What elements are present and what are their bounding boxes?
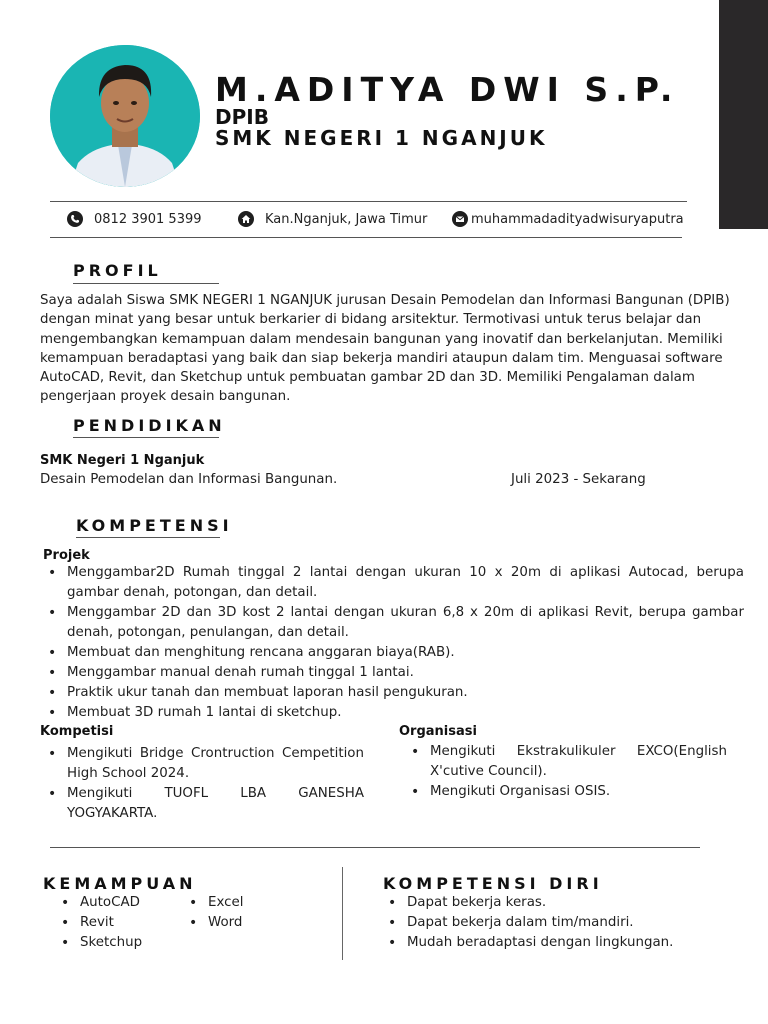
email-text: muhammadadityadwisuryaputra xyxy=(471,211,684,227)
list-item: • Mudah beradaptasi dengan lingkungan. xyxy=(380,933,740,953)
education-major: Desain Pemodelan dan Informasi Bangunan. xyxy=(40,472,338,487)
projek-list xyxy=(40,563,744,723)
list-item: • Menggambar 2D dan 3D kost 2 lantai dengan ukuran 6,8 x 20m di aplikasi Revit, berupa gambar denah, potongan, penulangan, dan detail. xyxy=(40,603,744,643)
kompetisi-label: Kompetisi xyxy=(40,724,114,739)
list-item: • Dapat bekerja dalam tim/mandiri. xyxy=(380,913,740,933)
profile-photo xyxy=(50,45,200,187)
kompetensi-heading-underline xyxy=(76,537,220,538)
kompetensi-diri-list xyxy=(380,893,740,953)
column-divider xyxy=(342,867,343,960)
projek-label: Projek xyxy=(43,548,90,563)
school-name: SMK NEGERI 1 NGANJUK xyxy=(215,126,548,150)
list-item: • AutoCAD xyxy=(53,893,183,913)
profil-heading-underline xyxy=(73,283,219,284)
list-item: • Mengikuti Organisasi OSIS. xyxy=(403,782,727,802)
phone-number: 0812 3901 5399 xyxy=(94,211,202,227)
profil-paragraph: Saya adalah Siswa SMK NEGERI 1 NGANJUK jurusan Desain Pemodelan dan Informasi Bangunan (DPIB) dengan minat yang besar untuk berkarier di bidang arsitektur. Termotivasi untuk terus belajar dan mengembangkan kemampuan dalam mendesain bangunan yang inovatif dan berkelanjutan. Memiliki kemampuan beradaptasi yang baik dan siap bekerja mandiri ataupun dalam tim. Menguasai software AutoCAD, Revit, dan Sketchup untuk pembuatan gambar 2D dan 3D. Memiliki Pengalaman dalam pengerjaan proyek desain bangunan. xyxy=(40,293,730,405)
contact-address xyxy=(238,211,427,227)
list-item: • Membuat dan menghitung rencana anggaran biaya(RAB). xyxy=(40,643,744,663)
contact-top-rule xyxy=(50,201,687,202)
kemampuan-heading: KEMAMPUAN xyxy=(43,874,197,893)
list-item: • Menggambar manual denah rumah tinggal 1 lantai. xyxy=(40,663,744,683)
list-item: • Membuat 3D rumah 1 lantai di sketchup. xyxy=(40,703,744,723)
kemampuan-list-1 xyxy=(53,893,183,953)
kompetisi-list xyxy=(40,744,364,824)
list-item: • Mengikuti Bridge Crontruction Cempetition High School 2024. xyxy=(40,744,364,784)
list-item: • Mengikuti Ekstrakulikuler EXCO(English X'cutive Council). xyxy=(403,742,727,782)
pendidikan-heading: PENDIDIKAN xyxy=(73,416,226,435)
home-icon xyxy=(238,211,254,227)
list-item: • Excel xyxy=(181,893,301,913)
person-name: M.ADITYA DWI S.P. xyxy=(215,70,680,109)
kompetensi-heading: KOMPETENSI xyxy=(76,516,233,535)
organisasi-label: Organisasi xyxy=(399,724,477,739)
list-item: • Mengikuti TUOFL LBA GANESHA YOGYAKARTA. xyxy=(40,784,364,824)
contact-bottom-rule xyxy=(50,237,682,238)
phone-icon xyxy=(67,211,83,227)
profil-heading: PROFIL xyxy=(73,261,162,280)
list-item: • Word xyxy=(181,913,301,933)
list-item: • Praktik ukur tanah dan membuat laporan hasil pengukuran. xyxy=(40,683,744,703)
pendidikan-heading-underline xyxy=(73,437,219,438)
decorative-dark-bar xyxy=(719,0,768,229)
department: DPIB xyxy=(215,105,269,129)
kemampuan-list-2 xyxy=(181,893,301,933)
address-text: Kan.Nganjuk, Jawa Timur xyxy=(265,211,428,227)
education-school: SMK Negeri 1 Nganjuk xyxy=(40,453,205,468)
list-item: • Menggambar2D Rumah tinggal 2 lantai dengan ukuran 10 x 20m di aplikasi Autocad, berupa gambar denah, potongan, dan detail. xyxy=(40,563,744,603)
mail-icon xyxy=(452,211,468,227)
list-item: • Revit xyxy=(53,913,183,933)
list-item: • Dapat bekerja keras. xyxy=(380,893,740,913)
kompetensi-diri-heading: KOMPETENSI DIRI xyxy=(383,874,603,893)
education-period: Juli 2023 - Sekarang xyxy=(511,472,646,487)
list-item: • Sketchup xyxy=(53,933,183,953)
section-divider xyxy=(50,847,700,848)
contact-email xyxy=(452,211,684,227)
organisasi-list xyxy=(403,742,727,802)
contact-phone xyxy=(67,211,202,227)
